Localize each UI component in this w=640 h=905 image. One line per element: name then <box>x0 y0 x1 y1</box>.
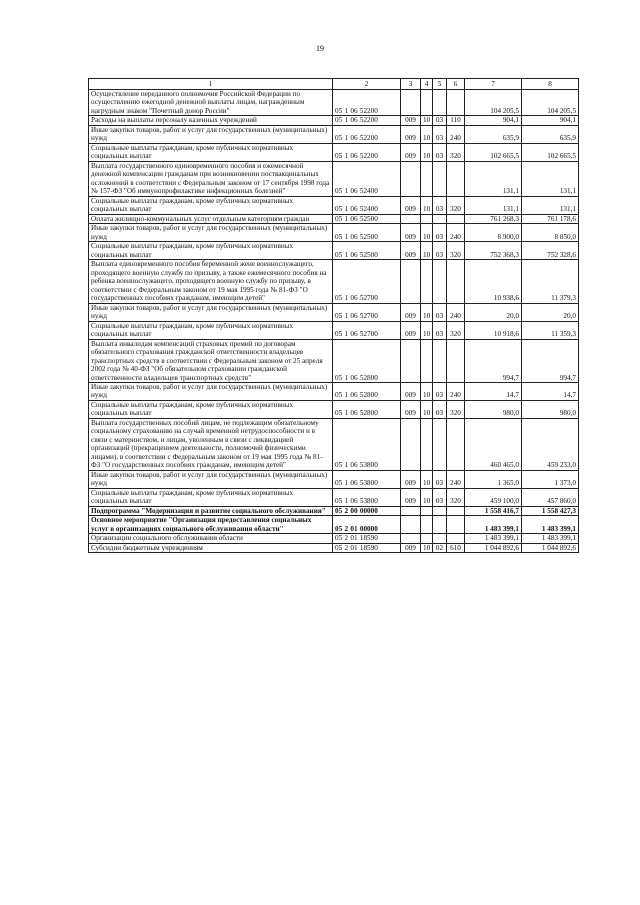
row-subsection-code: 03 <box>433 488 447 506</box>
row-expense-type: 320 <box>447 196 465 214</box>
row-ministry-code <box>401 90 421 116</box>
row-amount-year2: 980,0 <box>522 400 579 418</box>
row-section-code: 10 <box>421 242 433 260</box>
row-name: Социальные выплаты гражданам, кроме публичных нормативных социальных выплат <box>89 400 333 418</box>
row-amount-year1: 1 483 399,1 <box>465 516 522 534</box>
row-amount-year2: 904,1 <box>522 116 579 125</box>
row-expense-type <box>447 260 465 303</box>
row-subsection-code: 03 <box>433 470 447 488</box>
header-cell: 7 <box>465 79 522 90</box>
row-expense-type <box>447 214 465 223</box>
row-name: Социальные выплаты гражданам, кроме публичных нормативных социальных выплат <box>89 196 333 214</box>
row-expense-type: 240 <box>447 470 465 488</box>
table-body <box>89 90 579 553</box>
row-name: Выплата инвалидам компенсаций страховых премий по договорам обязательного страхования гражданской ответственности владельцев транспортных средств в соответствии с Федеральным законом от 25 апреля 2002 года № 40-ФЗ "Об обязательном страховании гражданской ответственности владельцев транспортных средств" <box>89 339 333 382</box>
row-expense-type: 240 <box>447 303 465 321</box>
row-amount-year2: 459 233,0 <box>522 418 579 470</box>
row-subsection-code <box>433 161 447 196</box>
row-name: Оплата жилищно-коммунальных услуг отдельным категориям граждан <box>89 214 333 223</box>
header-cell: 3 <box>401 79 421 90</box>
row-code: 05 2 01 18590 <box>333 534 401 543</box>
row-section-code <box>421 516 433 534</box>
row-amount-year1: 104 205,5 <box>465 90 522 116</box>
row-amount-year2: 104 205,5 <box>522 90 579 116</box>
table-row <box>89 303 579 321</box>
row-subsection-code: 03 <box>433 224 447 242</box>
row-ministry-code <box>401 418 421 470</box>
row-expense-type <box>447 534 465 543</box>
row-amount-year2: 1 483 399,1 <box>522 516 579 534</box>
row-name: Выплата государственного единовременного пособия и ежемесячной денежной компенсации гражданам при возникновении поствакцинальных осложнений в соответствии с Федеральным законом от 17 сентября 1998 года № 157-ФЗ "Об иммунопрофилактике инфекционных болезней" <box>89 161 333 196</box>
row-amount-year2: 1 373,0 <box>522 470 579 488</box>
row-amount-year1: 131,1 <box>465 161 522 196</box>
row-expense-type: 320 <box>447 400 465 418</box>
table-row <box>89 418 579 470</box>
row-section-code <box>421 161 433 196</box>
row-expense-type <box>447 90 465 116</box>
header-cell: 6 <box>447 79 465 90</box>
row-subsection-code <box>433 90 447 116</box>
row-subsection-code <box>433 534 447 543</box>
row-name: Организации социального обслуживания области <box>89 534 333 543</box>
row-ministry-code <box>401 161 421 196</box>
row-name: Иные закупки товаров, работ и услуг для государственных (муниципальных) нужд <box>89 125 333 143</box>
row-section-code: 10 <box>421 303 433 321</box>
row-amount-year1: 8 900,0 <box>465 224 522 242</box>
row-section-code: 10 <box>421 470 433 488</box>
row-amount-year1: 131,1 <box>465 196 522 214</box>
row-code: 05 1 06 52500 <box>333 242 401 260</box>
row-section-code <box>421 214 433 223</box>
row-subsection-code <box>433 260 447 303</box>
table-row <box>89 488 579 506</box>
budget-table <box>88 78 579 553</box>
row-expense-type <box>447 418 465 470</box>
row-ministry-code: 009 <box>401 470 421 488</box>
row-amount-year2: 1 558 427,3 <box>522 506 579 515</box>
table-row <box>89 543 579 552</box>
row-ministry-code <box>401 260 421 303</box>
row-amount-year1: 20,0 <box>465 303 522 321</box>
row-expense-type: 320 <box>447 321 465 339</box>
row-ministry-code <box>401 534 421 543</box>
row-amount-year2: 761 178,6 <box>522 214 579 223</box>
row-subsection-code <box>433 516 447 534</box>
row-name: Расходы на выплаты персоналу казенных учреждений <box>89 116 333 125</box>
table-row <box>89 196 579 214</box>
row-amount-year1: 10 918,6 <box>465 321 522 339</box>
row-section-code: 10 <box>421 543 433 552</box>
row-name: Социальные выплаты гражданам, кроме публичных нормативных социальных выплат <box>89 321 333 339</box>
table-row <box>89 90 579 116</box>
row-code: 05 1 06 53800 <box>333 470 401 488</box>
row-amount-year1: 904,1 <box>465 116 522 125</box>
row-amount-year2: 994,7 <box>522 339 579 382</box>
row-expense-type <box>447 506 465 515</box>
row-name: Иные закупки товаров, работ и услуг для государственных (муниципальных) нужд <box>89 470 333 488</box>
row-amount-year1: 1 483 399,1 <box>465 534 522 543</box>
row-code: 05 1 06 53800 <box>333 418 401 470</box>
row-amount-year2: 131,1 <box>522 196 579 214</box>
row-subsection-code: 03 <box>433 382 447 400</box>
row-subsection-code: 03 <box>433 303 447 321</box>
row-name: Субсидии бюджетным учреждениям <box>89 543 333 552</box>
row-section-code: 10 <box>421 321 433 339</box>
row-ministry-code: 009 <box>401 543 421 552</box>
row-section-code: 10 <box>421 224 433 242</box>
row-section-code: 10 <box>421 125 433 143</box>
table-row <box>89 382 579 400</box>
row-subsection-code: 02 <box>433 543 447 552</box>
row-amount-year2: 8 850,0 <box>522 224 579 242</box>
header-cell: 5 <box>433 79 447 90</box>
row-section-code <box>421 90 433 116</box>
table-row <box>89 242 579 260</box>
table-row <box>89 214 579 223</box>
row-amount-year2: 11 379,3 <box>522 260 579 303</box>
page-number: 19 <box>316 44 324 53</box>
row-subsection-code: 03 <box>433 196 447 214</box>
row-ministry-code: 009 <box>401 382 421 400</box>
table-row <box>89 321 579 339</box>
header-cell: 1 <box>89 79 333 90</box>
row-subsection-code <box>433 418 447 470</box>
row-section-code <box>421 506 433 515</box>
row-code: 05 1 06 52700 <box>333 260 401 303</box>
row-ministry-code: 009 <box>401 488 421 506</box>
row-code: 05 1 06 52700 <box>333 321 401 339</box>
row-subsection-code: 03 <box>433 400 447 418</box>
row-expense-type: 240 <box>447 224 465 242</box>
row-subsection-code: 03 <box>433 125 447 143</box>
row-code: 05 2 01 00000 <box>333 516 401 534</box>
row-amount-year2: 14,7 <box>522 382 579 400</box>
row-code: 05 1 06 52800 <box>333 339 401 382</box>
row-ministry-code <box>401 516 421 534</box>
row-amount-year2: 20,0 <box>522 303 579 321</box>
row-code: 05 2 00 00000 <box>333 506 401 515</box>
row-ministry-code <box>401 506 421 515</box>
row-section-code <box>421 534 433 543</box>
row-code: 05 1 06 52200 <box>333 143 401 161</box>
row-expense-type: 240 <box>447 125 465 143</box>
row-code: 05 1 06 52500 <box>333 224 401 242</box>
row-code: 05 1 06 52500 <box>333 214 401 223</box>
row-name: Иные закупки товаров, работ и услуг для государственных (муниципальных) нужд <box>89 382 333 400</box>
row-ministry-code: 009 <box>401 125 421 143</box>
row-section-code: 10 <box>421 400 433 418</box>
row-code: 05 1 06 52400 <box>333 196 401 214</box>
row-ministry-code: 009 <box>401 143 421 161</box>
row-expense-type <box>447 161 465 196</box>
row-ministry-code: 009 <box>401 400 421 418</box>
table-row <box>89 470 579 488</box>
row-amount-year1: 1 365,0 <box>465 470 522 488</box>
row-expense-type: 610 <box>447 543 465 552</box>
row-section-code: 10 <box>421 196 433 214</box>
row-subsection-code: 03 <box>433 321 447 339</box>
row-subsection-code: 03 <box>433 116 447 125</box>
row-ministry-code: 009 <box>401 116 421 125</box>
table-row <box>89 534 579 543</box>
header-row <box>89 79 579 90</box>
row-expense-type: 240 <box>447 382 465 400</box>
row-code: 05 1 06 52700 <box>333 303 401 321</box>
row-name: Социальные выплаты гражданам, кроме публичных нормативных социальных выплат <box>89 242 333 260</box>
row-name: Иные закупки товаров, работ и услуг для государственных (муниципальных) нужд <box>89 303 333 321</box>
row-amount-year2: 11 359,3 <box>522 321 579 339</box>
row-subsection-code: 03 <box>433 242 447 260</box>
row-amount-year1: 980,0 <box>465 400 522 418</box>
row-code: 05 1 06 53800 <box>333 488 401 506</box>
row-amount-year2: 635,9 <box>522 125 579 143</box>
row-ministry-code <box>401 214 421 223</box>
row-code: 05 1 06 52200 <box>333 116 401 125</box>
row-ministry-code: 009 <box>401 196 421 214</box>
table-row <box>89 506 579 515</box>
row-amount-year1: 994,7 <box>465 339 522 382</box>
row-amount-year2: 752 328,6 <box>522 242 579 260</box>
row-name: Выплата государственных пособий лицам, не подлежащим обязательному социальному страхованию на случай временной нетрудоспособности и в связи с материнством, и лицам, уволенным в связи с ликвидацией организаций (прекращением деятельности, полномочий физическими лицами), в соответствии с Федеральным законом от 19 мая 1995 года № 81-ФЗ "О государственных пособиях гражданам, имеющим детей" <box>89 418 333 470</box>
row-code: 05 2 01 18590 <box>333 543 401 552</box>
row-amount-year1: 10 938,6 <box>465 260 522 303</box>
row-expense-type: 320 <box>447 143 465 161</box>
row-code: 05 1 06 52200 <box>333 90 401 116</box>
table-row <box>89 125 579 143</box>
header-cell: 8 <box>522 79 579 90</box>
row-name: Иные закупки товаров, работ и услуг для государственных (муниципальных) нужд <box>89 224 333 242</box>
table-row <box>89 143 579 161</box>
table-row <box>89 116 579 125</box>
row-expense-type: 110 <box>447 116 465 125</box>
header-cell: 2 <box>333 79 401 90</box>
row-section-code: 10 <box>421 382 433 400</box>
table-row <box>89 339 579 382</box>
row-code: 05 1 06 52200 <box>333 125 401 143</box>
row-code: 05 1 06 52800 <box>333 382 401 400</box>
row-expense-type <box>447 339 465 382</box>
row-amount-year1: 102 665,5 <box>465 143 522 161</box>
row-section-code: 10 <box>421 488 433 506</box>
table-row <box>89 400 579 418</box>
row-ministry-code: 009 <box>401 303 421 321</box>
row-section-code <box>421 418 433 470</box>
row-amount-year2: 131,1 <box>522 161 579 196</box>
row-ministry-code: 009 <box>401 242 421 260</box>
row-amount-year1: 752 368,3 <box>465 242 522 260</box>
row-amount-year2: 1 483 399,1 <box>522 534 579 543</box>
row-expense-type: 320 <box>447 488 465 506</box>
row-section-code: 10 <box>421 116 433 125</box>
row-name: Осуществление переданного полномочия Российской Федерации по осуществлению ежегодной денежной выплаты лицам, награжденным нагрудным знаком "Почетный донор России" <box>89 90 333 116</box>
row-subsection-code <box>433 214 447 223</box>
row-amount-year1: 1 044 892,6 <box>465 543 522 552</box>
row-code: 05 1 06 52800 <box>333 400 401 418</box>
table-row <box>89 161 579 196</box>
row-name: Подпрограмма "Модернизация и развитие социального обслуживания" <box>89 506 333 515</box>
table-row <box>89 260 579 303</box>
row-name: Социальные выплаты гражданам, кроме публичных нормативных социальных выплат <box>89 143 333 161</box>
row-code: 05 1 06 52400 <box>333 161 401 196</box>
row-ministry-code: 009 <box>401 224 421 242</box>
row-amount-year1: 460 465,0 <box>465 418 522 470</box>
row-amount-year1: 635,9 <box>465 125 522 143</box>
row-amount-year1: 761 268,3 <box>465 214 522 223</box>
row-expense-type <box>447 516 465 534</box>
table-row <box>89 516 579 534</box>
row-amount-year1: 1 558 416,7 <box>465 506 522 515</box>
row-ministry-code <box>401 339 421 382</box>
row-subsection-code <box>433 506 447 515</box>
row-subsection-code <box>433 339 447 382</box>
row-section-code: 10 <box>421 143 433 161</box>
row-amount-year1: 459 100,0 <box>465 488 522 506</box>
row-expense-type: 320 <box>447 242 465 260</box>
row-amount-year2: 1 044 892,6 <box>522 543 579 552</box>
row-name: Социальные выплаты гражданам, кроме публичных нормативных социальных выплат <box>89 488 333 506</box>
row-amount-year1: 14,7 <box>465 382 522 400</box>
row-section-code <box>421 260 433 303</box>
header-cell: 4 <box>421 79 433 90</box>
row-section-code <box>421 339 433 382</box>
row-ministry-code: 009 <box>401 321 421 339</box>
row-amount-year2: 457 860,0 <box>522 488 579 506</box>
row-amount-year2: 102 665,5 <box>522 143 579 161</box>
row-name: Выплата единовременного пособия беременной жене военнослужащего, проходящего военную службу по призыву, а также ежемесячного пособия на ребенка военнослужащего, проходящего военную службу по призыву, в соответствии с Федеральным законом от 19 мая 1995 года № 81-ФЗ "О государственных пособиях гражданам, имеющим детей" <box>89 260 333 303</box>
row-name: Основное мероприятие "Организация предоставления социальных услуг в организациях социального обслуживания области" <box>89 516 333 534</box>
row-subsection-code: 03 <box>433 143 447 161</box>
table-row <box>89 224 579 242</box>
